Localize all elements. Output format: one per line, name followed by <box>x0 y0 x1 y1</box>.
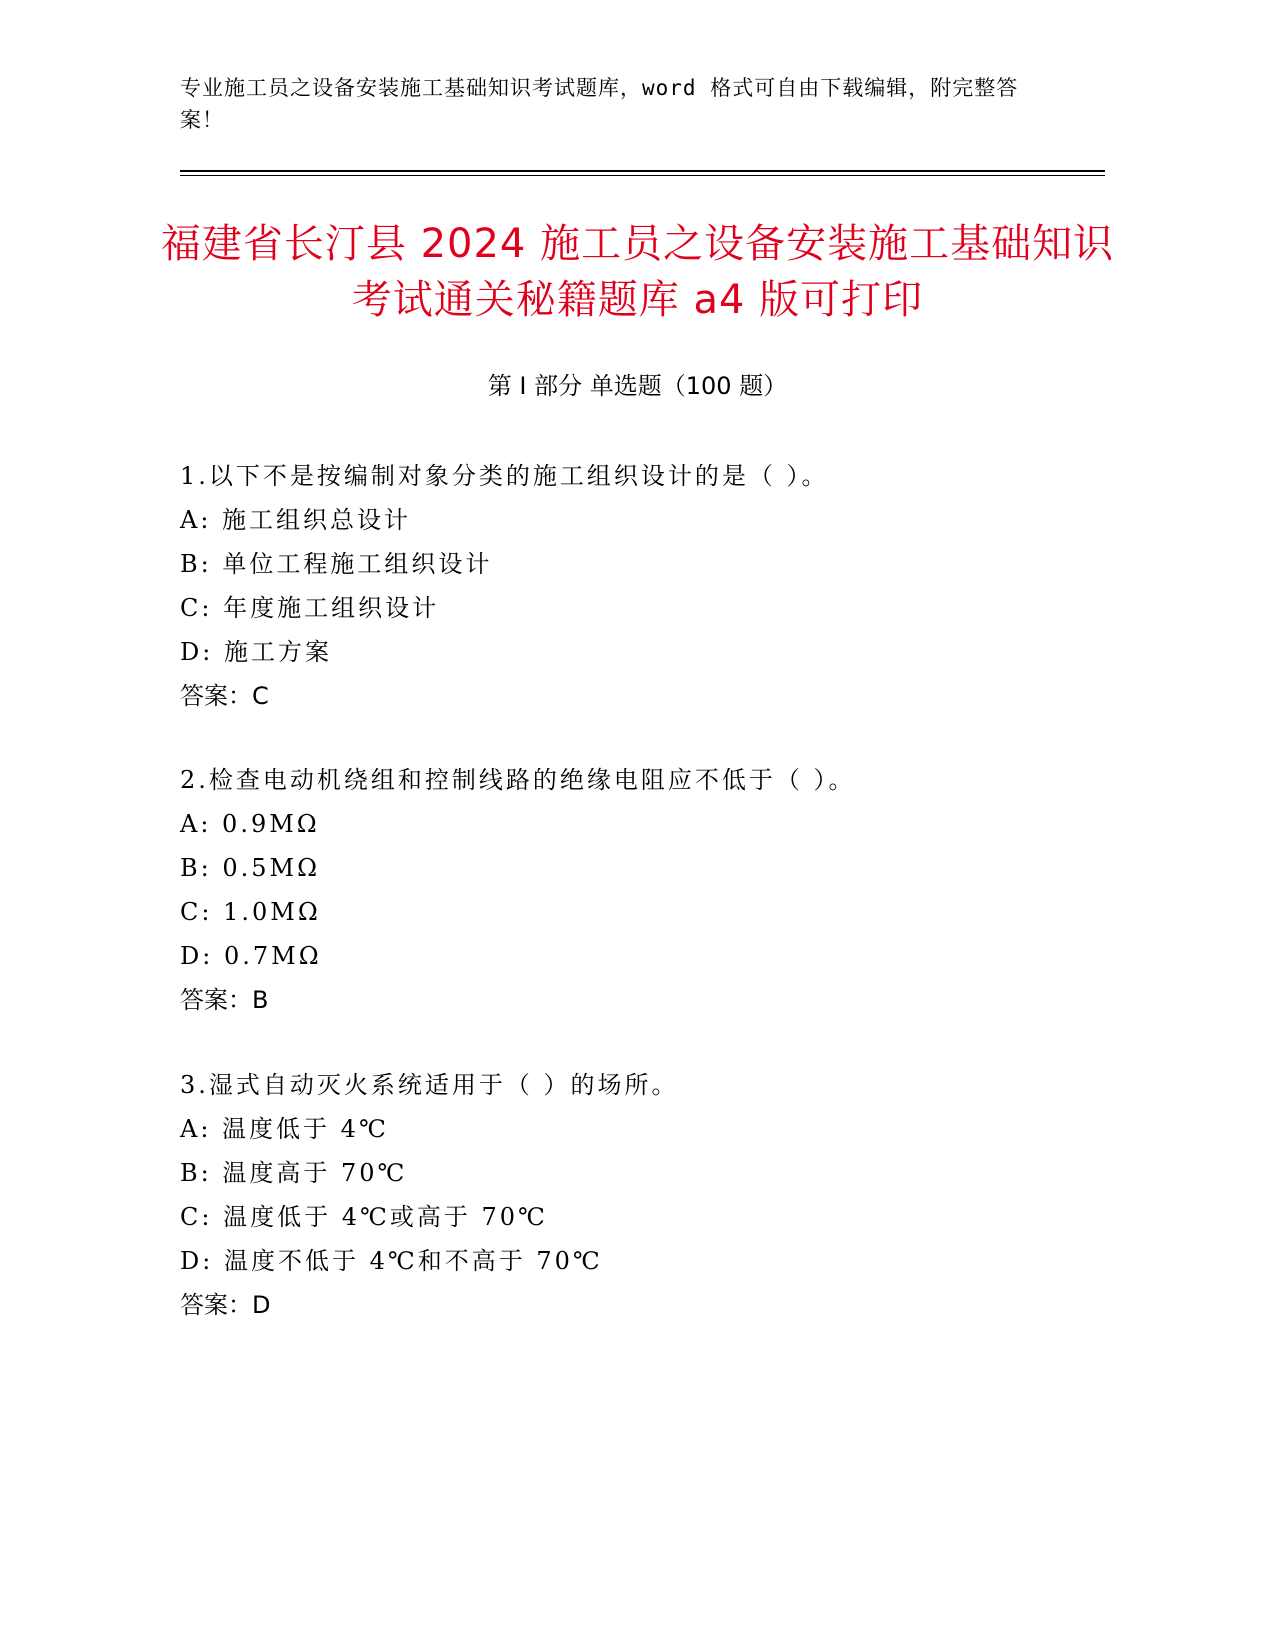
option-d: D: 施工方案 <box>180 638 332 666</box>
answer: 答案：B <box>180 986 269 1014</box>
document-title: 福建省长汀县 2024 施工员之设备安装施工基础知识考试通关秘籍题库 a4 版可打印 <box>160 221 1115 323</box>
option-a: A: 施工组织总设计 <box>180 506 412 534</box>
option-c: C: 年度施工组织设计 <box>180 594 440 622</box>
answer: 答案：D <box>180 1291 271 1319</box>
option-a: A: 0.9MΩ <box>180 810 320 838</box>
header-note: 专业施工员之设备安装施工基础知识考试题库，word 格式可自由下载编辑，附完整答案！ <box>180 76 1019 132</box>
option-a: A: 温度低于 4℃ <box>180 1115 389 1143</box>
section-title: 第 I 部分 单选题（100 题） <box>487 372 788 400</box>
option-b: B: 温度高于 70℃ <box>180 1159 408 1187</box>
question-stem: 1.以下不是按编制对象分类的施工组织设计的是（ ）。 <box>180 462 829 490</box>
header-divider-thick <box>180 170 1105 172</box>
question-stem: 3.湿式自动灭火系统适用于（ ）的场所。 <box>180 1071 679 1099</box>
question-2 <box>180 758 1080 1022</box>
option-c: C: 温度低于 4℃或高于 70℃ <box>180 1203 548 1231</box>
option-b: B: 单位工程施工组织设计 <box>180 550 493 578</box>
answer: 答案：C <box>180 682 269 710</box>
question-1 <box>180 454 1080 718</box>
option-d: D: 0.7MΩ <box>180 942 322 970</box>
header-divider-thin <box>180 175 1105 176</box>
option-c: C: 1.0MΩ <box>180 898 321 926</box>
question-stem: 2.检查电动机绕组和控制线路的绝缘电阻应不低于（ ）。 <box>180 766 856 794</box>
question-3 <box>180 1063 1080 1327</box>
option-b: B: 0.5MΩ <box>180 854 320 882</box>
option-d: D: 温度不低于 4℃和不高于 70℃ <box>180 1247 603 1275</box>
